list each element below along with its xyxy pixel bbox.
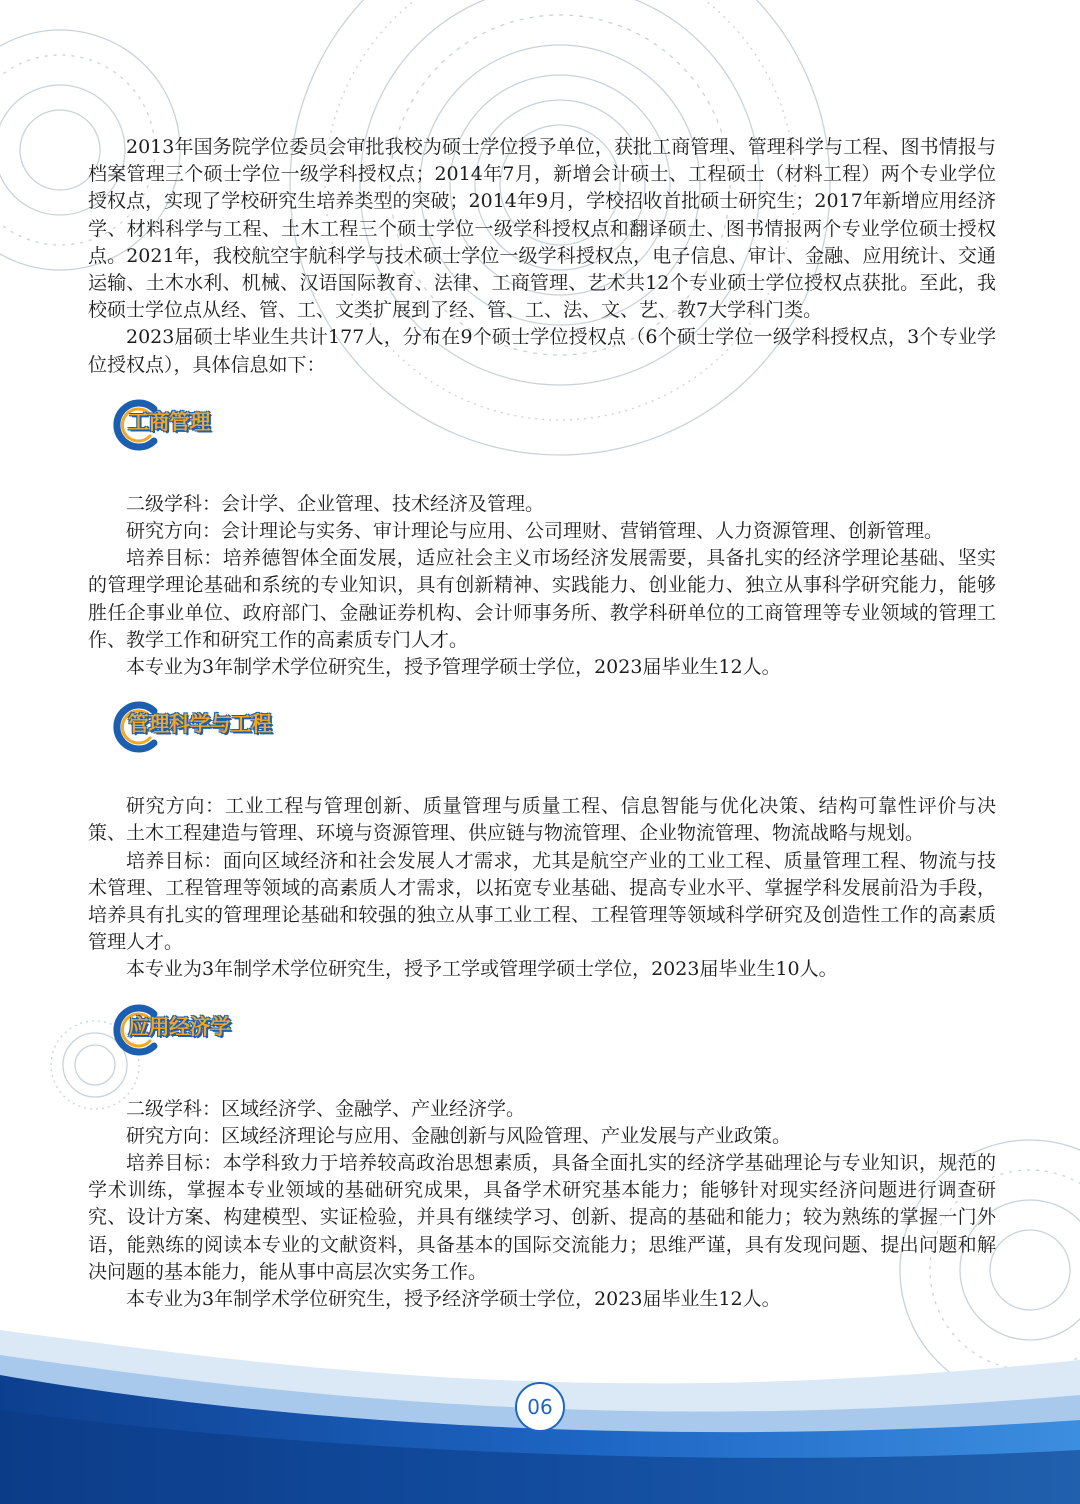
section-heading-applied-economics <box>110 1004 996 1064</box>
section-paragraph: 本专业为3年制学术学位研究生，授予管理学硕士学位，2023届毕业生12人。 <box>126 656 781 679</box>
section-paragraph: 本专业为3年制学术学位研究生，授予经济学硕士学位，2023届毕业生12人。 <box>126 1288 781 1311</box>
section-paragraph: 二级学科：区域经济学、金融学、产业经济学。 <box>126 1097 526 1120</box>
section-paragraph: 研究方向：区域经济理论与应用、金融创新与风险管理、产业发展与产业政策。 <box>126 1124 792 1147</box>
page-number: 06 <box>527 1395 553 1419</box>
page-number-badge <box>515 1382 565 1432</box>
section-title: 应用经济学 <box>128 1014 231 1039</box>
main-content <box>88 134 996 1313</box>
section-paragraph: 培养目标：培养德智体全面发展，适应社会主义市场经济发展需要，具备扎实的经济学理论基础、坚实的管理学理论基础和系统的专业知识，具有创新精神、实践能力、创业能力、独立从事科学研究能力，能够胜任企事业单位、政府部门、金融证券机构、会计师事务所、教学科研单位的工商管理等专业领域的管理工作、教学工作和研究工作的高素质专门人才。 <box>88 547 996 651</box>
section-heading-business-admin <box>110 399 996 459</box>
section-paragraph: 二级学科：会计学、企业管理、技术经济及管理。 <box>126 492 545 515</box>
section-paragraph: 培养目标：面向区域经济和社会发展人才需求，尤其是航空产业的工业工程、质量管理工程、物流与技术管理、工程管理等领域的高素质人才需求，以拓宽专业基础、提高专业水平、掌握学科发展前沿为手段，培养具有扎实的管理理论基础和较强的独立从事工业工程、工程管理等领域科学研究及创造性工作的高素质管理人才。 <box>88 849 996 954</box>
section-paragraph: 本专业为3年制学术学位研究生，授予工学或管理学硕士学位，2023届毕业生10人。 <box>126 958 838 981</box>
section-paragraph: 研究方向：工业工程与管理创新、质量管理与质量工程、信息智能与优化决策、结构可靠性评价与决策、土木工程建造与管理、环境与资源管理、供应链与物流管理、企业物流管理、物流战略与规划。 <box>88 795 996 845</box>
intro-summary-paragraph: 2023届硕士毕业生共计177人，分布在9个硕士学位授权点（6个硕士学位一级学科授权点，3个专业学位授权点），具体信息如下： <box>88 326 996 376</box>
section-title: 工商管理 <box>128 409 210 434</box>
section-heading-management-science <box>110 701 996 761</box>
section-title: 管理科学与工程 <box>128 712 272 737</box>
section-paragraph: 培养目标：本学科致力于培养较高政治思想素质，具备全面扎实的经济学基础理论与专业知识，规范的学术训练，掌握本专业领域的基础研究成果，具备学术研究基本能力；能够针对现实经济问题进行调查研究、设计方案、构建模型、实证检验，并具有继续学习、创新、提高的基础和能力；较为熟练的掌握一门外语，能熟练的阅读本专业的文献资料，具备基本的国际交流能力；思维严谨，具有发现问题、提出问题和解决问题的基本能力，能从事中高层次实务工作。 <box>88 1152 996 1283</box>
intro-paragraph: 2013年国务院学位委员会审批我校为硕士学位授予单位，获批工商管理、管理科学与工程、图书情报与档案管理三个硕士学位一级学科授权点；2014年7月，新增会计硕士、工程硕士（材料工程）两个专业学位授权点，实现了学校研究生培养类型的突破；2014年9月，学校招收首批硕士研究生；2017年新增应用经济学、材料科学与工程、土木工程三个硕士学位一级学科授权点和翻译硕士、图书情报两个专业学位硕士授权点。2021年，我校航空宇航科学与技术硕士学位一级学科授权点，电子信息、审计、金融、应用统计、交通运输、土木水利、机械、汉语国际教育、法律、工商管理、艺术共12个专业硕士学位授权点获批。至此，我校硕士学位点从经、管、工、文类扩展到了经、管、工、法、文、艺、教7大学科门类。 <box>88 136 996 322</box>
section-paragraph: 研究方向：会计理论与实务、审计理论与应用、公司理财、营销管理、人力资源管理、创新管理。 <box>126 520 944 543</box>
